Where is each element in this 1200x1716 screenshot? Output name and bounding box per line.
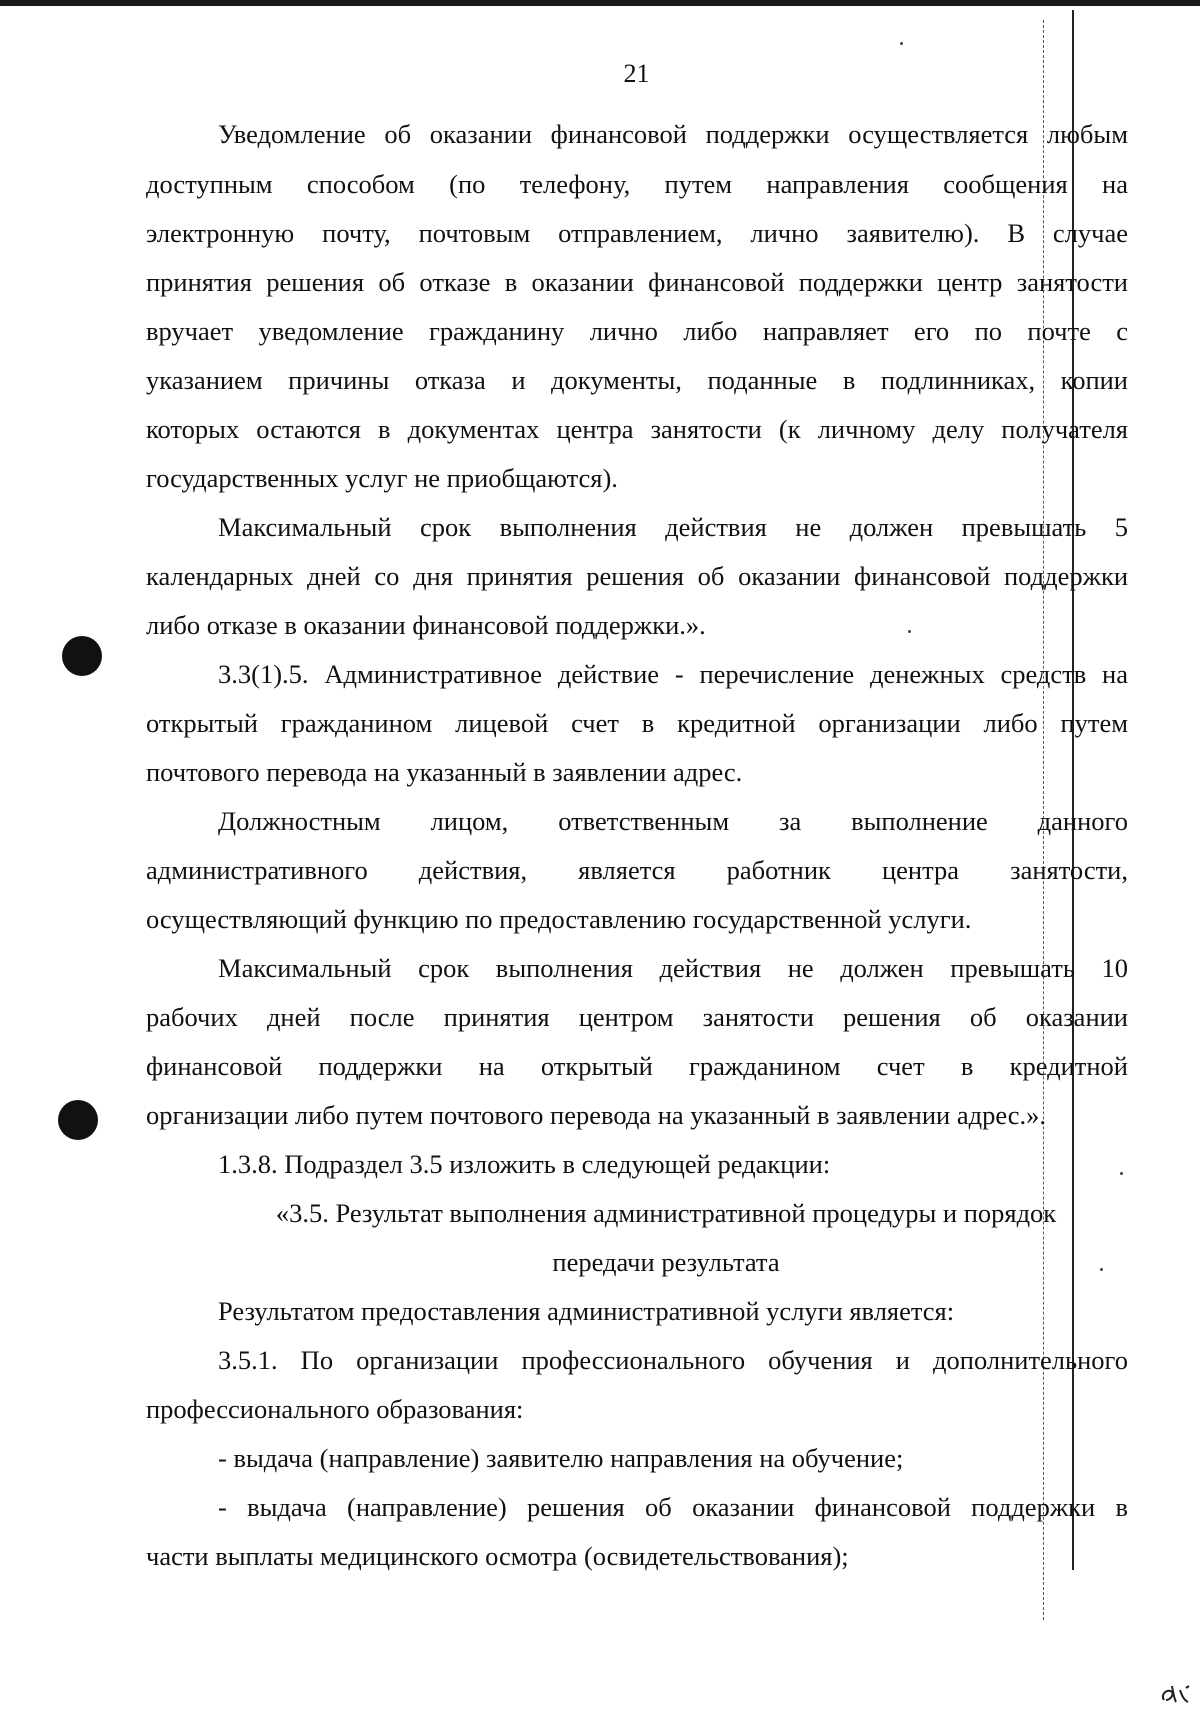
scan-speck (1100, 1268, 1103, 1271)
text-line: Максимальный срок выполнения действия не должен превышать 10 (218, 953, 1128, 983)
text-line: Уведомление об оказании финансовой поддержки осуществляется любым (218, 119, 1128, 149)
text-line: государственных услуг не приобщаются). (146, 463, 618, 493)
text-line: 3.5.1. По организации профессионального обучения и дополнительного (218, 1345, 1128, 1375)
text-line: указанием причины отказа и документы, поданные в подлинниках, копии (146, 365, 1128, 395)
page-number: 21 (623, 59, 650, 88)
list-item: - выдача (направление) заявителю направления на обучение; (218, 1443, 904, 1473)
scan-speck (900, 42, 903, 45)
text-line: части выплаты медицинского осмотра (освидетельствования); (146, 1541, 849, 1571)
text-line: почтового перевода на указанный в заявлении адрес. (146, 757, 743, 787)
punch-hole-top (62, 636, 102, 676)
text-line: финансовой поддержки на открытый гражданином счет в кредитной (146, 1051, 1128, 1081)
punch-hole-bottom (58, 1100, 98, 1140)
text-line: которых остаются в документах центра занятости (к личному делу получателя (146, 414, 1128, 444)
text-line: доступным способом (по телефону, путем направления сообщения на (146, 169, 1128, 199)
text-line: профессионального образования: (146, 1394, 524, 1424)
text-line: осуществляющий функцию по предоставлению государственной услуги. (146, 904, 972, 934)
text-line: 1.3.8. Подраздел 3.5 изложить в следующей редакции: (218, 1149, 831, 1179)
text-line: Результатом предоставления административной услуги является: (218, 1296, 955, 1326)
text-line: административного действия, является работник центра занятости, (146, 855, 1128, 885)
text-line: Должностным лицом, ответственным за выполнение данного (218, 806, 1128, 836)
scan-top-edge (0, 0, 1200, 6)
section-heading: «3.5. Результат выполнения административной процедуры и порядок (275, 1198, 1057, 1228)
text-line: электронную почту, почтовым отправлением, лично заявителю). В случае (146, 218, 1128, 248)
section-heading: передачи результата (552, 1247, 780, 1277)
text-line: открытый гражданином лицевой счет в кредитной организации либо путем (146, 708, 1128, 738)
text-line: организации либо путем почтового перевода на указанный в заявлении адрес.». (146, 1100, 1047, 1130)
text-line: вручает уведомление гражданину лично либо направляет его по почте с (146, 316, 1128, 346)
text-line: Максимальный срок выполнения действия не должен превышать 5 (218, 512, 1128, 542)
text-line: либо отказе в оказании финансовой поддержки.». (146, 610, 706, 640)
text-line: календарных дней со дня принятия решения об оказании финансовой поддержки (146, 561, 1128, 591)
list-item: - выдача (направление) решения об оказании финансовой поддержки в (218, 1492, 1128, 1522)
text-line: рабочих дней после принятия центром занятости решения об оказании (146, 1002, 1128, 1032)
text-line: принятия решения об отказе в оказании финансовой поддержки центр занятости (146, 267, 1128, 297)
handwritten-page-mark (1158, 1680, 1192, 1706)
text-line: 3.3(1).5. Административное действие - перечисление денежных средств на (218, 659, 1128, 689)
